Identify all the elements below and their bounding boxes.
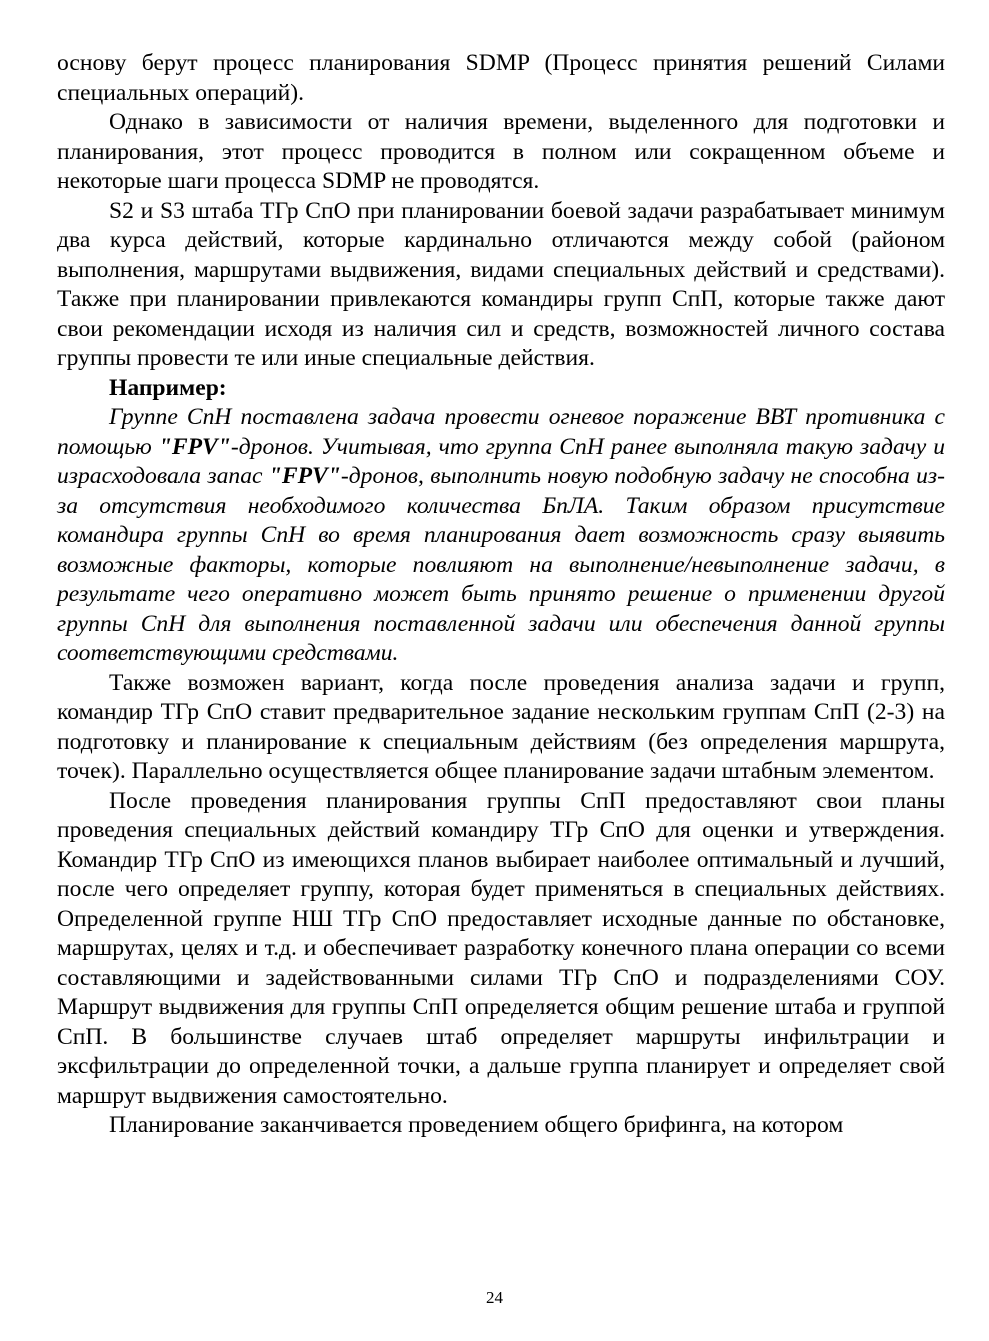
paragraph-courses-of-action: S2 и S3 штаба ТГр СпО при планировании боевой задачи разрабатывает минимум два курса действий, которые кардинально отличаются между собой (районом выполнения, маршрутами выдвижения, видами специальных действий и средствами). Также при планировании привлекаются командиры групп СпП, которые также дают свои рекомендации исходя из наличия сил и средств, возможностей личного состава группы провести те или иные специальные действия.	[57, 197, 945, 371]
example-heading: Например:	[109, 374, 227, 401]
fpv-term: "FPV"	[268, 463, 341, 489]
example-paragraph	[57, 403, 945, 669]
paragraph-plan-approval: После проведения планирования группы СпП предоставляют свои планы проведения специальных действий командиру ТГр СпО для оценки и утверждения. Командир ТГр СпО из имеющихся планов выбирает наиболее оптимальный и лучший, после чего определяет группу, которая будет применяться в специальных действиях. Определенной группе НШ ТГр СпО предоставляет исходные данные по обстановке, маршрутах, целях и т.д. и обеспечивает разработку конечного плана операции со всеми составляющими и задействованными силами ТГр СпО и подразделениями СОУ. Маршрут выдвижения для группы СпП определяется общим решение штаба и группой СпП. В большинстве случаев штаб определяет маршруты инфильтрации и эксфильтрации до определенной точки, а дальше группа планирует и определяет свой маршрут выдвижения самостоятельно.	[57, 787, 945, 1109]
paragraph-briefing: Планирование заканчивается проведением общего брифинга, на котором	[109, 1112, 844, 1138]
document-page	[57, 49, 945, 1141]
example-text-part3: -дронов, выполнить новую подобную задачу не способна из-за отсутствия необходимого количества БпЛА. Таким образом присутствие командира группы СпН во время планирования дает возможность сразу выявить возможные факторы, которые повлияют на выполнение/невыполнение задачи, в результате чего оперативно может быть принято решение о применении другой группы СпН для выполнения поставленной задачи или обеспечения данной группы соответствующими средствами.	[57, 463, 945, 666]
page-number: 24	[486, 1288, 503, 1307]
paragraph-continuation: основу берут процесс планирования SDMP (Процесс принятия решений Силами специальных операций).	[57, 50, 945, 106]
fpv-term: "FPV"	[158, 433, 231, 460]
paragraph-preliminary-task: Также возможен вариант, когда после проведения анализа задачи и групп, командир ТГр СпО ставит предварительное задание нескольким группам СпП (2-3) на подготовку и планирование к специальным действиям (без определения маршрута, точек). Параллельно осуществляется общее планирование задачи штабным элементом.	[57, 669, 945, 784]
example-text-part2: -дронов. Учитывая, что группа СпН ранее выполняла такую задачу и израсходовала запас	[57, 433, 945, 489]
paragraph-time-dependency: Однако в зависимости от наличия времени, выделенного для подготовки и планирования, этот процесс проводится в полном или сокращенном объеме и некоторые шаги процесса SDMP не проводятся.	[57, 109, 945, 194]
example-text-part1: Группе СпН поставлена задача провести огневое поражение ВВТ противника с помощью	[57, 404, 945, 460]
